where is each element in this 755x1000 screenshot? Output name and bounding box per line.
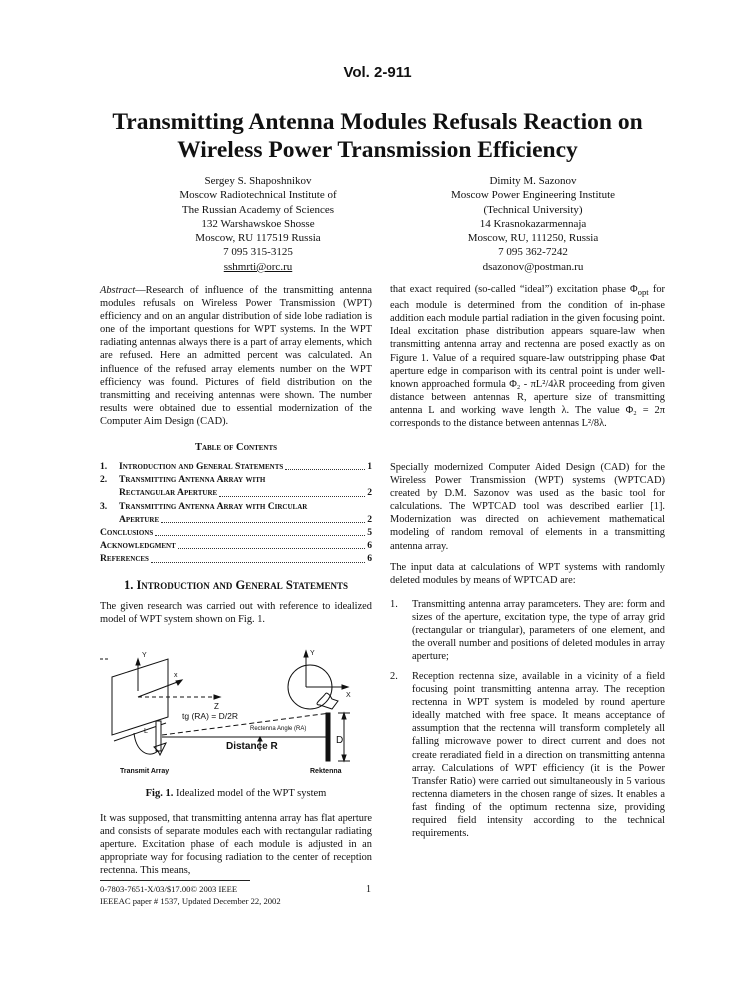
label-x-right: X bbox=[346, 692, 351, 699]
body-paragraph: It was supposed, that transmitting antenna array has flat aperture and consists of separate modules each with rectangular radiating aperture. Excitation phase of each module is adjusted in an appropriate way for focusing radiation to the center of reception rectenna. This means, bbox=[100, 813, 372, 877]
author-address: Moscow, RU, 111250, Russia bbox=[467, 232, 599, 245]
toc-leader bbox=[155, 535, 365, 536]
label-y-left: Y bbox=[142, 652, 147, 659]
toc-title: Table of Contents bbox=[194, 442, 278, 453]
wpt-diagram bbox=[100, 643, 372, 779]
label-z: Z bbox=[214, 702, 219, 711]
toc-leader bbox=[151, 562, 365, 563]
toc-item-continued[interactable] bbox=[100, 513, 372, 526]
author-address: 14 Krasnokazarmennaja bbox=[479, 217, 587, 230]
author-phone: 7 095 315-3125 bbox=[223, 246, 293, 259]
toc-item[interactable] bbox=[100, 500, 372, 513]
toc-label: Rectangular Aperture bbox=[119, 487, 218, 499]
author-affiliation: Moscow Radiotechnical Institute of bbox=[179, 189, 337, 202]
toc-item-continued[interactable] bbox=[100, 486, 372, 499]
subscript: opt bbox=[637, 287, 649, 298]
author-block-1 bbox=[128, 174, 388, 274]
input-data-list-item bbox=[390, 670, 665, 840]
copyright-notice: 0-7803-7651-X/03/$17.00© 2003 IEEE bbox=[100, 884, 238, 894]
body-paragraph bbox=[390, 283, 665, 430]
toc-label: References bbox=[100, 553, 149, 565]
intro-paragraph: The given research was carried out with reference to idealized model of WPT system shown on Fig. 1. bbox=[100, 601, 372, 626]
toc-item[interactable] bbox=[100, 460, 372, 473]
author-address: 132 Warshawskoe Shosse bbox=[201, 217, 315, 230]
figure-wpt-model bbox=[100, 643, 372, 779]
toc-label: Acknowledgment bbox=[100, 540, 176, 552]
author-address: Moscow, RU 117519 Russia bbox=[195, 232, 321, 245]
title-line-1: Transmitting Antenna Modules Refusals Reaction on bbox=[112, 109, 643, 135]
toc-item[interactable] bbox=[100, 526, 372, 539]
volume-header: Vol. 2-911 bbox=[343, 64, 412, 81]
abstract bbox=[100, 284, 372, 428]
list-number: 1. bbox=[390, 599, 398, 610]
toc-leader bbox=[219, 496, 365, 497]
paper-title bbox=[60, 108, 695, 164]
toc-leader bbox=[178, 548, 365, 549]
paragraph-text: for each module is determined from the condition of in-phase addition each module partial radiation in the given focusing point. Ideal excitation phase distribution appears square-law when transmitting antenna array and rectenna are posed exactly as on Figure 1. Value of a required square-law outstripping phase Φat aperture edge in comparison with its central point is under well-known approached formula Φ₂ - πL²/4λR proceeding from given distance between antennas R, aperture size of transmitting antenna L and working wave length λ. The value Φ₂ = 2π corresponds to the distance between antennas L²/8λ. bbox=[390, 284, 665, 430]
toc-page: 2 bbox=[367, 487, 372, 499]
page-number: 1 bbox=[366, 884, 371, 895]
table-of-contents bbox=[100, 460, 372, 566]
toc-label: Transmitting Antenna Array with bbox=[119, 474, 266, 486]
figure-caption-label: Fig. 1. bbox=[145, 788, 174, 799]
toc-number: 2. bbox=[100, 474, 108, 486]
label-x-left: x bbox=[174, 672, 178, 679]
toc-leader bbox=[285, 469, 365, 470]
figure-caption bbox=[100, 788, 372, 799]
toc-page: 2 bbox=[367, 513, 372, 525]
toc-page: 6 bbox=[367, 553, 372, 565]
figure-caption-text: Idealized model of the WPT system bbox=[173, 788, 327, 799]
list-number: 2. bbox=[390, 671, 398, 682]
toc-page: 1 bbox=[367, 461, 372, 472]
toc-label: Aperture bbox=[119, 513, 160, 525]
list-text: Transmitting antenna array paramceters. They are: form and sizes of the aperture, excitation type, the type of array grid (rectangular or triangular), parameters of one element, and the overall number and positions of deleted modules in array aperture; bbox=[412, 599, 665, 663]
toc-label: Introduction and General Statements bbox=[119, 461, 284, 472]
formula-label: tg (RA) = D/2R bbox=[182, 711, 238, 721]
rectenna-label: Rektenna bbox=[310, 768, 342, 775]
toc-item[interactable] bbox=[100, 539, 372, 552]
footnote-divider bbox=[100, 880, 250, 881]
toc-leader bbox=[161, 522, 365, 523]
toc-item[interactable] bbox=[100, 473, 372, 486]
author-affiliation: The Russian Academy of Sciences bbox=[181, 203, 335, 216]
input-data-list-item bbox=[390, 598, 665, 663]
toc-page: 6 bbox=[367, 540, 372, 552]
paper-info: IEEEAC paper # 1537, Updated December 22, 2002 bbox=[100, 896, 281, 906]
body-paragraph: The input data at calculations of WPT systems with randomly deleted modules by means of WPTCAD are: bbox=[390, 562, 665, 587]
title-line-2: Wireless Power Transmission Efficiency bbox=[177, 137, 578, 163]
toc-number: 1. bbox=[100, 461, 108, 472]
author-phone: 7 095 362-7242 bbox=[498, 246, 568, 259]
section-heading: 1. Introduction and General Statements bbox=[123, 578, 349, 592]
label-y-right: Y bbox=[310, 650, 315, 657]
abstract-label: Abstract bbox=[100, 285, 136, 296]
list-text: Reception rectenna size, available in a vicinity of a field focusing point transmitting antenna array. The reception rectenna in WPT system is modeled by round aperture ideally matched with free space. It means acceptance of assumption that the rectenna will transform completely all falling microwave power to direct current and does not create reradiated field in a direction on transmitting antenna array. Calculations of WPT efficiency (it is the Power Transfer Ratio) were carried out simultaneously in 5 various rectenna diameters in the chosen range of sizes. It enables a fast finding of the optimum rectenna size, providing required field intensity according to the technical requirements. bbox=[412, 671, 665, 840]
author-affiliation: Moscow Power Engineering Institute bbox=[450, 189, 616, 202]
label-D: D bbox=[336, 735, 344, 746]
toc-label: Conclusions bbox=[100, 527, 154, 539]
toc-item[interactable] bbox=[100, 552, 372, 565]
distance-label: Distance R bbox=[226, 741, 278, 752]
transmit-array-label: Transmit Array bbox=[120, 768, 170, 775]
toc-number: 3. bbox=[100, 500, 108, 512]
author-name: Dimity M. Sazonov bbox=[489, 175, 577, 187]
abstract-text: —Research of influence of the transmitting antenna modules refusals on Wireless Power Transmission (WPT) efficiency and on an angular distribution of side lobe radiation is one of the important questions for WPT systems. In the WPT radiating antennas always there is a part of array elements, which are refused. Here an admitted percent was calculated. An influence of the refused array elements number on the WPT efficiency was found. Pictures of field distribution on the transmitting and receiving antennas were shown. The number results were obtained due to essential modernization of the Computer Aim Design (CAD). bbox=[100, 285, 372, 427]
paragraph-text: that exact required (so-called “ideal”) excitation phase Φ bbox=[390, 284, 638, 295]
label-L: L bbox=[144, 728, 148, 735]
toc-label: Transmitting Antenna Array with Circular bbox=[119, 500, 308, 512]
rectenna-angle-label: Rectenna Angle (RA) bbox=[250, 726, 307, 732]
author-name: Sergey S. Shaposhnikov bbox=[204, 175, 312, 187]
author-email: dsazonov@postman.ru bbox=[482, 260, 584, 273]
toc-page: 5 bbox=[367, 527, 372, 539]
author-affiliation: (Technical University) bbox=[483, 203, 583, 216]
body-paragraph: Specially modernized Computer Aided Design (CAD) for the Wireless Power Transmission (WPT) systems (WPTCAD) created by D.M. Sazonov was used as the basic tool for calculations. The WPTCAD tool was described earlier [1]. Modernization was directed on achievement mathematical modeling of random removal of elements in a transmitting antenna array. bbox=[390, 462, 665, 552]
author-email-link[interactable]: sshmrti@orc.ru bbox=[223, 260, 293, 273]
author-block-2 bbox=[403, 174, 663, 274]
